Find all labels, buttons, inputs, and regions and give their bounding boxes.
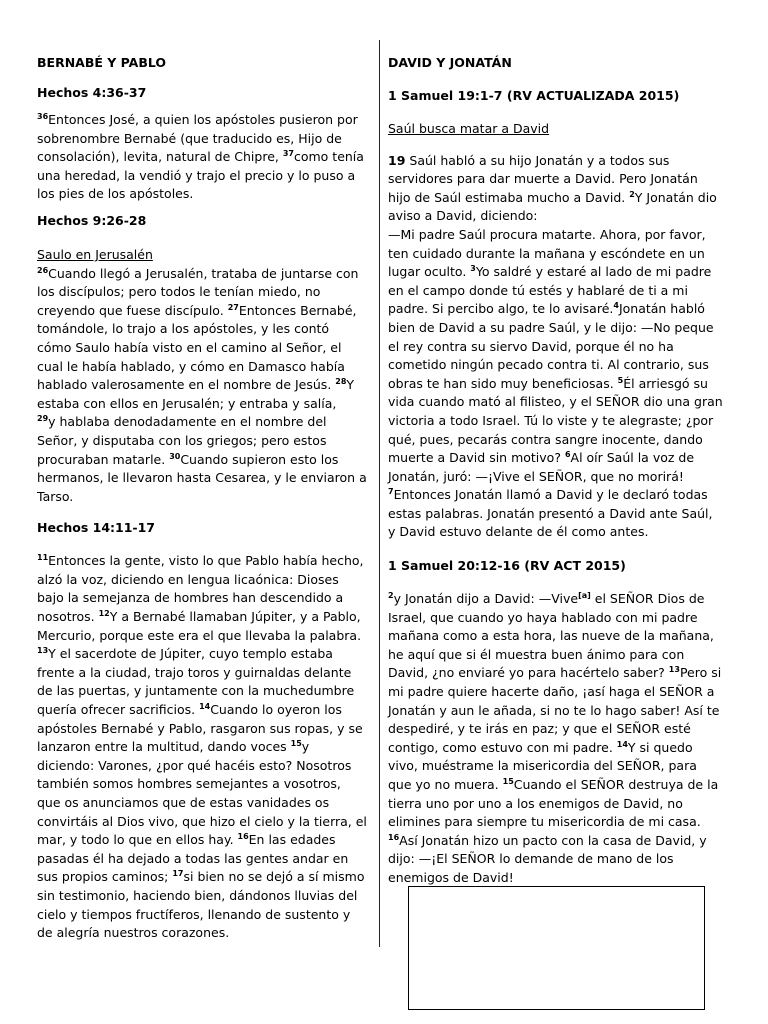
verse-number: [a] <box>578 591 591 601</box>
verse-text: En las edades pasadas él ha dejado a todas las gentes andar en sus propios caminos; <box>37 832 349 885</box>
verse-number: 28 <box>335 377 347 387</box>
verse-number: 14 <box>616 739 628 749</box>
verse-text: Cuando llegó a Jerusalén, trataba de juntarse con los discípulos; pero todos le tenían miedo, no creyendo que fuese discípulo. <box>37 265 359 318</box>
verse-number: 29 <box>37 414 49 424</box>
verse-text: Él arriesgó su vida cuando mató al filisteo, y el SEÑOR dio una gran victoria a todo Israel. Tú lo viste y te alegraste; ¿por qué, pues, pecarás contra sangre inocente, dando muerte a David sin motivo? <box>388 375 723 466</box>
right-column <box>388 50 723 888</box>
verse-text: Cuando lo oyeron los apóstoles Bernabé y Pablo, rasgaron sus ropas, y se lanzaron entre la multitud, dando voces <box>37 702 363 755</box>
verse-text: y diciendo: Varones, ¿por qué hacéis esto? Nosotros también somos hombres semejantes a vosotros, que os anunciamos que de estas vanidades os convirtáis al Dios vivo, que hizo el cielo y la tierra, el mar, y todo lo que en ellos hay. <box>37 739 367 848</box>
left-column <box>37 50 367 943</box>
verse-text: Cuando el SEÑOR destruya de la tierra uno por uno a los enemigos de David, no elimines para siempre tu misericordia de mi casa. <box>388 777 719 830</box>
right-paragraph-2 <box>388 590 723 832</box>
verse-text: Al oír Saúl la voz de Jonatán, juró: —¡Vive el SEÑOR, que no morirá! <box>388 450 695 484</box>
verse-number: 15 <box>290 739 302 749</box>
verse-text: Y el sacerdote de Júpiter, cuyo templo estaba frente a la ciudad, trajo toros y guirnaldas delante de las puertas, y juntamente con la muchedumbre quería ofrecer sacrificios. <box>37 646 355 718</box>
verse-number: 14 <box>199 702 211 712</box>
verse-text: Entonces Jonatán llamó a David y le declaró todas estas palabras. Jonatán presentó a David ante Saúl, y David estuvo delante de él como antes. <box>388 487 713 540</box>
left-paragraph-2a <box>37 265 367 414</box>
verse-text: Y estaba con ellos en Jerusalén; y entraba y salía, <box>37 377 355 411</box>
left-ref-3: Hechos 14:11-17 <box>37 520 155 536</box>
verse-number: 6 <box>564 450 571 460</box>
verse-number: 26 <box>37 265 49 275</box>
verse-text: si bien no se dejó a sí mismo sin testimonio, haciendo bien, dándonos lluvias del cielo y tiempos fructíferos, llenando de sustento y de alegría nuestros corazones. <box>37 869 365 941</box>
left-ref-1: Hechos 4:36-37 <box>37 85 147 100</box>
verse-text: Jonatán habló bien de David a su padre Saúl, y le dijo: —No peque el rey contra su siervo David, porque él no ha cometido ningún pecado contra ti. Al contrario, sus obras te han sido muy beneficiosas. <box>388 301 714 391</box>
verse-number: 2 <box>629 189 635 199</box>
right-subheading-1: Saúl busca matar a David <box>388 121 550 136</box>
verse-number: 5 <box>617 375 624 385</box>
empty-note-box <box>408 886 705 1010</box>
verse-text: Y si quedo vivo, muéstrame la misericordia del SEÑOR, para que yo no muera. <box>388 739 697 792</box>
verse-text: Y Jonatán dio aviso a David, diciendo: <box>388 189 717 224</box>
verse-text: Pero si mi padre quiere hacerte daño, ¡así haga el SEÑOR a Jonatán y aun le añada, si no te lo hago saber! Así te despediré, y te irás en paz; y que el SEÑOR esté contigo, como estuvo con mi padre. <box>388 665 722 755</box>
verse-number: 11 <box>37 553 49 563</box>
verse-number: 12 <box>98 609 110 619</box>
verse-text: Yo saldré y estaré al lado de mi padre en el campo donde tú estés y hablaré de ti a mi padre. Si percibo algo, te lo avisaré. <box>388 264 712 317</box>
right-title: DAVID Y JONATÁN <box>388 55 512 70</box>
left-subheading-2: Saulo en Jerusalén <box>37 246 153 262</box>
right-paragraph-1b <box>388 226 723 486</box>
verse-text: como tenía una heredad, la vendió y trajo el precio y lo puso a los pies de los apóstoles. <box>37 149 364 202</box>
verse-text: Y a Bernabé llamaban Júpiter, y a Pablo, Mercurio, porque este era el que llevaba la palabra. <box>37 609 362 643</box>
verse-number: 7 <box>388 487 394 497</box>
verse-number: 4 <box>613 301 619 311</box>
verse-number: 37 <box>282 149 294 159</box>
left-ref-2: Hechos 9:26-28 <box>37 212 147 228</box>
verse-number: 27 <box>227 302 239 312</box>
right-paragraph-1c <box>388 486 723 542</box>
left-title: BERNABÉ Y PABLO <box>37 55 167 70</box>
right-paragraph-2b <box>388 832 723 888</box>
verse-number: 13 <box>37 646 49 656</box>
verse-text: y hablaba denodadamente en el nombre del Señor, y disputaba con los griegos; pero estos procuraban matarle. <box>37 414 327 467</box>
verse-number: 30 <box>169 451 181 461</box>
verse-text: Entonces José, a quien los apóstoles pusieron por sobrenombre Bernabé (que traducido es, Hijo de consolación), levita, natural de Chipre, <box>37 112 358 165</box>
verse-text: y Jonatán dijo a David: —Vive <box>393 591 579 607</box>
left-paragraph-1 <box>37 111 367 204</box>
verse-text: el SEÑOR Dios de Israel, que cuando yo haya hablado con mi padre mañana como a esta hora, las nueve de la mañana, he aquí que si él muestra buen ánimo para con David, ¿no enviaré yo para hacértelo saber? <box>388 591 714 681</box>
verse-number: 16 <box>237 832 249 842</box>
verse-number: 36 <box>37 112 49 121</box>
verse-text: Así Jonatán hizo un pacto con la casa de David, y dijo: —¡El SEÑOR lo demande de mano de los enemigos de David! <box>388 832 707 885</box>
right-ref-2: 1 Samuel 20:12-16 (RV ACT 2015) <box>388 558 626 574</box>
verse-number: 19 <box>388 152 406 168</box>
verse-number: 13 <box>668 665 680 675</box>
right-ref-1: 1 Samuel 19:1-7 (RV ACTUALIZADA 2015) <box>388 88 680 103</box>
verse-text: Saúl habló a su hijo Jonatán y a todos sus servidores para dar muerte a David. Pero Jonatán hijo de Saúl estimaba mucho a David. <box>388 152 698 205</box>
verse-number: 16 <box>388 832 400 842</box>
verse-number: 2 <box>388 591 394 601</box>
verse-number: 15 <box>502 777 514 786</box>
verse-text: Cuando supieron esto los hermanos, le llevaron hasta Cesarea, y le enviaron a Tarso. <box>37 451 367 504</box>
left-paragraph-3 <box>37 552 367 942</box>
column-divider <box>379 40 380 947</box>
verse-text: —Mi padre Saúl procura matarte. Ahora, por favor, ten cuidado durante la mañana y escóndete en un lugar oculto. <box>388 226 706 280</box>
verse-number: 3 <box>470 264 476 274</box>
left-paragraph-2b <box>37 413 367 506</box>
verse-text: Entonces la gente, visto lo que Pablo había hecho, alzó la voz, diciendo en lengua licaónica: Dioses bajo la semejanza de hombres han descendido a nosotros. <box>37 553 364 625</box>
verse-number: 17 <box>172 869 184 879</box>
verse-text: Entonces Bernabé, tomándole, lo trajo a los apóstoles, y les contó cómo Saulo había visto en el camino al Señor, el cual le había hablado, y cómo en Damasco había hablado valerosamente en el nombre de Jesús. <box>37 302 357 393</box>
right-paragraph-1 <box>388 152 723 226</box>
